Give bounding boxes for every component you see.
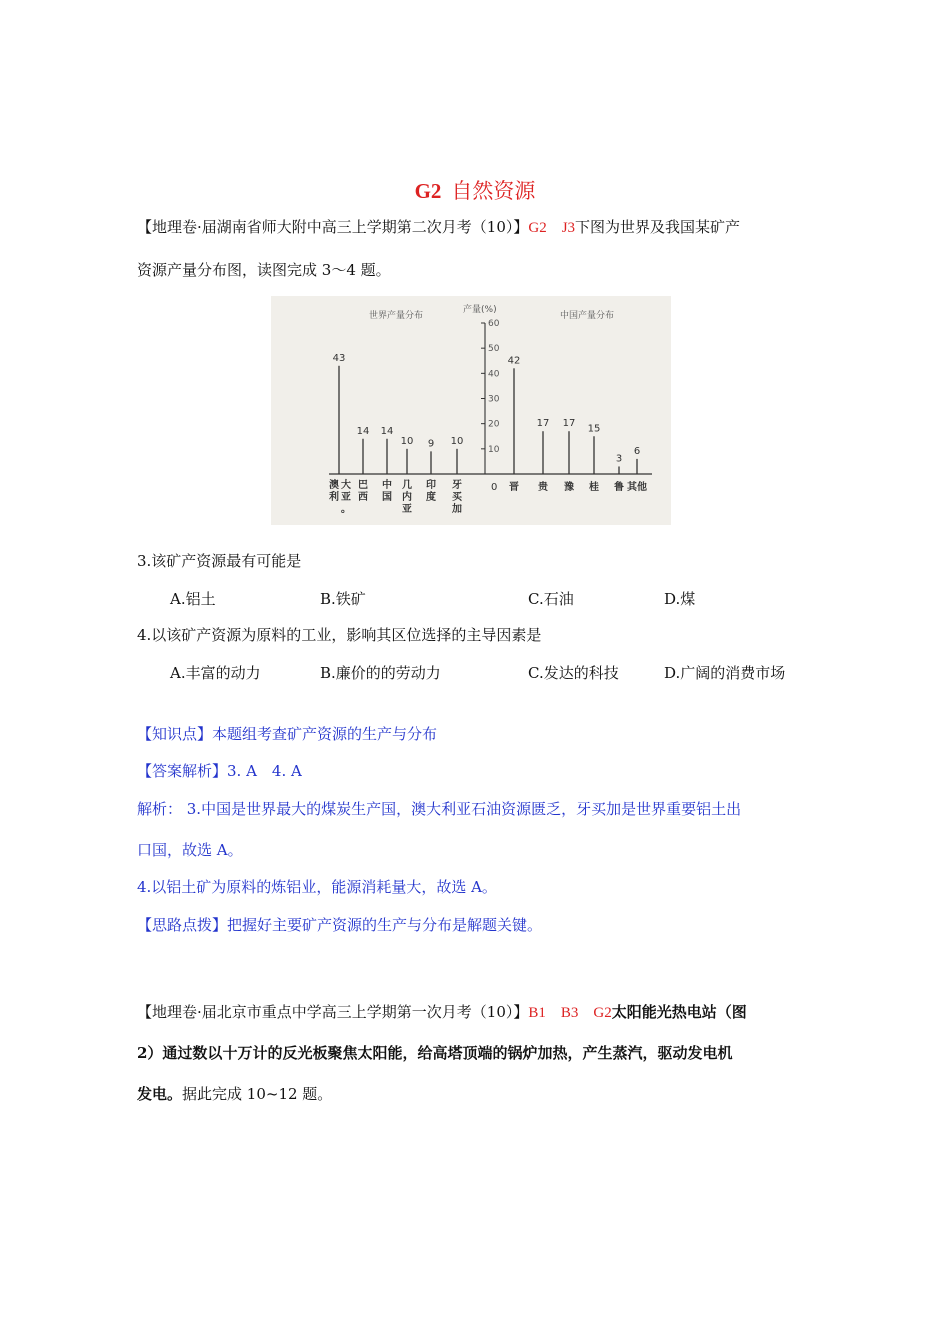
world-category-label: 买	[452, 492, 462, 503]
china-category-label: 贵	[538, 482, 548, 493]
china-category-label: 其他	[627, 482, 647, 493]
q1-codes: G2 J3	[528, 220, 576, 236]
analysis-line1: 解析： 3.中国是世界最大的煤炭生产国，澳大利亚石油资源匮乏，牙买加是世界重要铝土出	[137, 800, 742, 818]
q1-text-1: 下图为世界及我国某矿产	[575, 218, 741, 236]
q3-option-a: A.铝土	[170, 590, 216, 608]
china-bar-value: 6	[633, 445, 641, 457]
q4-option-a: A.丰富的动力	[170, 664, 261, 682]
world-category-label: 度	[426, 492, 436, 503]
y-tick-label-zero: 0	[491, 482, 498, 493]
world-group-title: 世界产量分布	[369, 311, 424, 321]
world-category-label: 牙	[452, 480, 462, 491]
production-chart	[271, 296, 671, 525]
world-category-label: 亚	[402, 504, 412, 515]
world-category-label: 巴	[358, 480, 368, 491]
world-category-label: 。	[341, 504, 351, 515]
world-bar-value: 43	[332, 352, 346, 364]
q4-stem: 4.以该矿产资源为原料的工业，影响其区位选择的主导因素是	[137, 626, 542, 644]
chart-svg	[271, 296, 671, 525]
china-category-label: 鲁	[614, 482, 624, 493]
q3-stem: 3.该矿产资源最有可能是	[137, 552, 302, 570]
q2-text-3-bold: 发电。	[137, 1085, 183, 1103]
q2-intro-line1	[137, 1002, 827, 1023]
y-tick-label: 40	[488, 369, 500, 380]
world-category-label: 几	[402, 480, 412, 491]
china-category-label: 桂	[589, 482, 599, 493]
world-bar-value: 10	[450, 435, 464, 447]
q4-option-b: B.廉价的的劳动力	[320, 664, 441, 682]
q2-intro-line3	[137, 1084, 817, 1104]
y-tick-label: 10	[488, 444, 500, 455]
q1-source: 【地理卷·届湖南省师大附中高三上学期第二次月考（10）】	[137, 218, 529, 236]
analysis-line2: 口国，故选 A。	[137, 841, 243, 859]
y-tick-label: 20	[488, 419, 500, 430]
world-category-label: 内	[402, 492, 412, 503]
title-name: 自然资源	[451, 179, 536, 203]
knowledge-point: 【知识点】本题组考查矿产资源的生产与分布	[137, 725, 438, 743]
china-category-label: 晋	[509, 482, 519, 493]
world-bar-value: 14	[380, 425, 394, 437]
q3-option-c: C.石油	[528, 590, 574, 608]
y-tick-label: 30	[488, 394, 500, 405]
world-bar-value: 14	[356, 425, 370, 437]
world-category-label: 利	[329, 492, 339, 503]
q2-source: 【地理卷·届北京市重点中学高三上学期第一次月考（10）】	[137, 1003, 529, 1021]
world-category-label: 印	[426, 480, 436, 491]
china-bar-value: 17	[536, 418, 550, 430]
china-bar-value: 17	[562, 418, 576, 430]
world-bar-value: 10	[400, 435, 414, 447]
y-tick-label: 50	[488, 344, 500, 355]
q2-codes: B1 B3 G2	[528, 1005, 612, 1021]
world-category-label: 亚	[341, 492, 351, 503]
q2-intro-line2: 2）通过数以十万计的反光板聚焦太阳能，给高塔顶端的锅炉加热，产生蒸汽，驱动发电机	[137, 1044, 733, 1062]
q2-text-3-rest: 据此完成 10~12 题。	[182, 1085, 333, 1103]
china-category-label: 豫	[564, 482, 574, 493]
q1-intro-line2: 资源产量分布图，读图完成 3～4 题。	[137, 261, 391, 279]
world-category-label: 加	[452, 504, 462, 515]
title-code: G2	[414, 179, 442, 203]
world-category-label: 西	[358, 492, 368, 503]
world-bar-value: 9	[427, 438, 435, 450]
china-group-title: 中国产量分布	[560, 311, 615, 321]
q4-option-c: C.发达的科技	[528, 664, 619, 682]
page-title	[0, 175, 950, 205]
world-category-label: 中	[382, 480, 392, 491]
q3-option-b: B.铁矿	[320, 590, 366, 608]
world-category-label: 澳	[329, 480, 339, 491]
q2-text-1: 太阳能光热电站（图	[611, 1003, 747, 1021]
q1-intro-line1	[137, 217, 817, 238]
y-axis-label: 产量(%)	[463, 305, 497, 315]
china-bar-value: 42	[507, 355, 521, 367]
y-tick-label: 60	[488, 319, 500, 329]
china-bar-value: 3	[615, 453, 623, 465]
world-category-label: 国	[382, 492, 392, 503]
solution-tip: 【思路点拨】把握好主要矿产资源的生产与分布是解题关键。	[137, 916, 543, 934]
world-category-label: 大	[341, 480, 351, 491]
china-bar-value: 15	[587, 423, 601, 435]
q3-option-d: D.煤	[664, 590, 696, 608]
analysis-line3: 4.以铝土矿为原料的炼铝业，能源消耗量大，故选 A。	[137, 878, 497, 896]
answer-key: 【答案解析】3. A 4. A	[137, 762, 302, 780]
q4-option-d: D.广阔的消费市场	[664, 664, 786, 682]
